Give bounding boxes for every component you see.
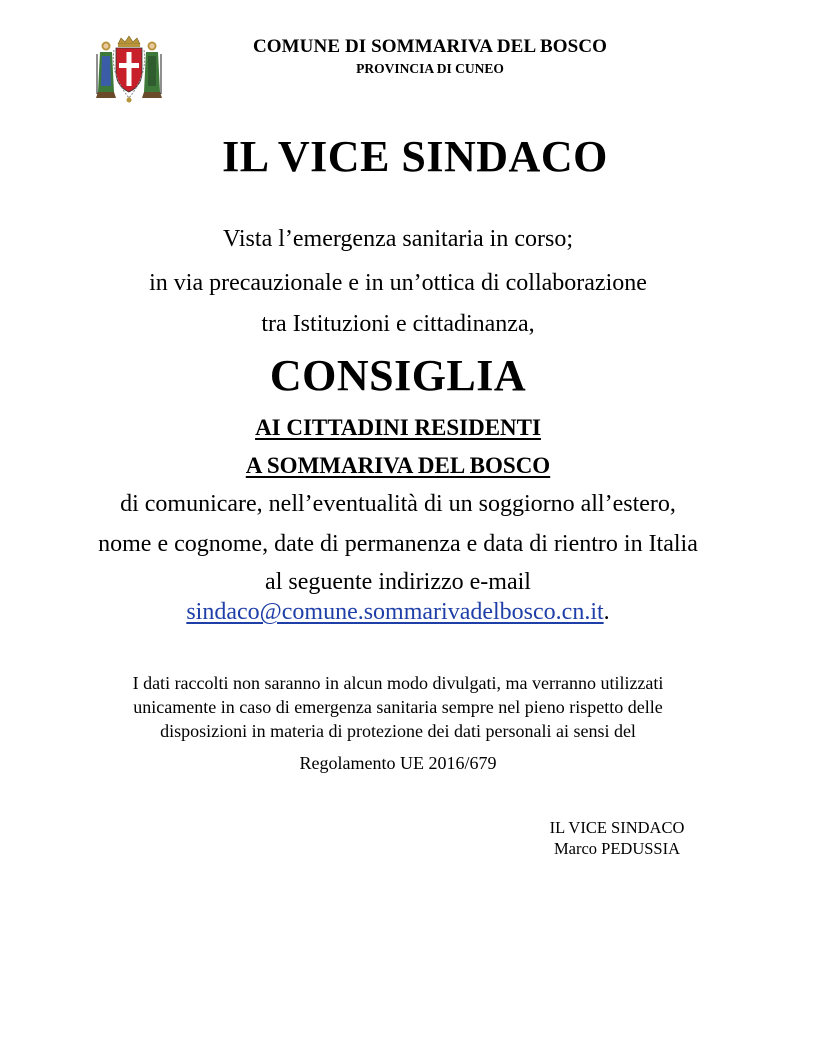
privacy-line-1: I dati raccolti non saranno in alcun modo divulgati, ma verranno utilizzati (132, 673, 664, 693)
email-suffix: . (603, 599, 610, 625)
privacy-line-4: Regolamento UE 2016/679 (299, 753, 497, 773)
signature-name: Marco PEDUSSIA (553, 839, 681, 858)
email-link[interactable]: sindaco@comune.sommarivadelbosco.cn.it (186, 599, 604, 625)
page-title: IL VICE SINDACO (222, 132, 608, 181)
intro-line-3: tra Istituzioni e cittadinanza, (261, 311, 535, 337)
municipality-name: COMUNE DI SOMMARIVA DEL BOSCO (252, 36, 608, 57)
advice-heading: CONSIGLIA (269, 351, 527, 400)
intro-line-2: in via precauzionale e in un’ottica di collaborazione (149, 270, 647, 296)
intro-line-1: Vista l’emergenza sanitaria in corso; (223, 226, 573, 252)
body-line-2: nome e cognome, date di permanenza e data di rientro in Italia (98, 531, 698, 557)
privacy-line-2: unicamente in caso di emergenza sanitaria sempre nel pieno rispetto delle (133, 697, 663, 717)
body-line-3: al seguente indirizzo e-mail (265, 569, 531, 595)
signature-role: IL VICE SINDACO (549, 818, 685, 837)
province-name: PROVINCIA DI CUNEO (356, 61, 504, 76)
email-line (0, 599, 796, 626)
recipients-line-2: A SOMMARIVA DEL BOSCO (245, 453, 551, 478)
recipients-line-1: AI CITTADINI RESIDENTI (255, 415, 541, 440)
privacy-line-3: disposizioni in materia di protezione dei dati personali ai sensi del (160, 721, 636, 741)
body-line-1: di comunicare, nell’eventualità di un soggiorno all’estero, (120, 491, 676, 517)
